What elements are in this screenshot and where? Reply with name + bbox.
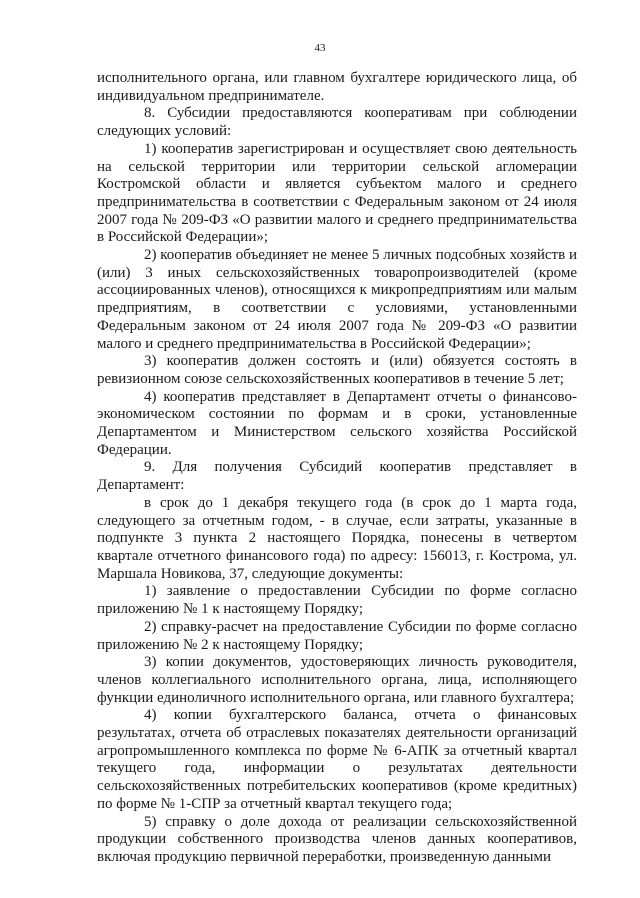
paragraph-document-2: 2) справку-расчет на предоставление Субсидии по форме согласно приложению № 2 к настоящему Порядку; bbox=[97, 618, 577, 653]
document-body bbox=[97, 70, 577, 867]
paragraph-clause-9: 9. Для получения Субсидий кооператив представляет в Департамент: bbox=[97, 459, 577, 494]
paragraph-condition-4: 4) кооператив представляет в Департамент отчеты о финансово-экономическом состоянии по формам и в сроки, установленные Департаментом и Министерством сельского хозяйства Российской Федерации. bbox=[97, 388, 577, 458]
paragraph-document-1: 1) заявление о предоставлении Субсидии по форме согласно приложению № 1 к настоящему Порядку; bbox=[97, 583, 577, 618]
page-number: 43 bbox=[314, 42, 326, 54]
paragraph-deadline: в срок до 1 декабря текущего года (в срок до 1 марта года, следующего за отчетным годом, - в случае, если затраты, указанные в подпункте 3 пункта 2 настоящего Порядка, понесены в четвертом квартале отчетного финансового года) по адресу: 156013, г. Кострома, ул. Маршала Новикова, 37, следующие документы: bbox=[97, 494, 577, 582]
paragraph-document-3: 3) копии документов, удостоверяющих личность руководителя, членов коллегиального исполнительного органа, лица, исполняющего функции единоличного исполнительного органа, или главного бухгалтера; bbox=[97, 654, 577, 706]
paragraph-document-4: 4) копии бухгалтерского баланса, отчета о финансовых результатах, отчета об отраслевых показателях деятельности организаций агропромышленного комплекса по форме № 6-АПК за отчетный квартал текущего года, информации о результатах деятельности сельскохозяйственных потребительских кооперативов (кроме кредитных) по форме № 1-СПР за отчетный квартал текущего года; bbox=[97, 707, 577, 812]
paragraph-clause-8: 8. Субсидии предоставляются кооперативам при соблюдении следующих условий: bbox=[97, 105, 577, 140]
paragraph-condition-3: 3) кооператив должен состоять и (или) обязуется состоять в ревизионном союзе сельскохозяйственных кооперативов в течение 5 лет; bbox=[97, 353, 577, 387]
paragraph-condition-2: 2) кооператив объединяет не менее 5 личных подсобных хозяйств и (или) 3 иных сельскохозяйственных товаропроизводителей (кроме ассоциированных членов), относящихся к микропредприятиям или малым предприятиям, в соответствии с условиями, установленными Федеральным законом от 24 июля 2007 года № 209-ФЗ «О развитии малого и среднего предпринимательства в Российской Федерации»; bbox=[97, 247, 577, 352]
paragraph-condition-1: 1) кооператив зарегистрирован и осуществляет свою деятельность на сельской территории или территории сельской агломерации Костромской области и является субъектом малого и среднего предпринимательства в соответствии с Федеральным законом от 24 июля 2007 года № 209-ФЗ «О развитии малого и среднего предпринимательства в Российской Федерации»; bbox=[97, 140, 577, 246]
paragraph-continuation: исполнительного органа, или главном бухгалтере юридического лица, об индивидуальном предпринимателе. bbox=[97, 70, 577, 104]
paragraph-document-5: 5) справку о доле дохода от реализации сельскохозяйственной продукции собственного производства членов данных кооперативов, включая продукцию первичной переработки, произведенную данными bbox=[97, 813, 577, 865]
